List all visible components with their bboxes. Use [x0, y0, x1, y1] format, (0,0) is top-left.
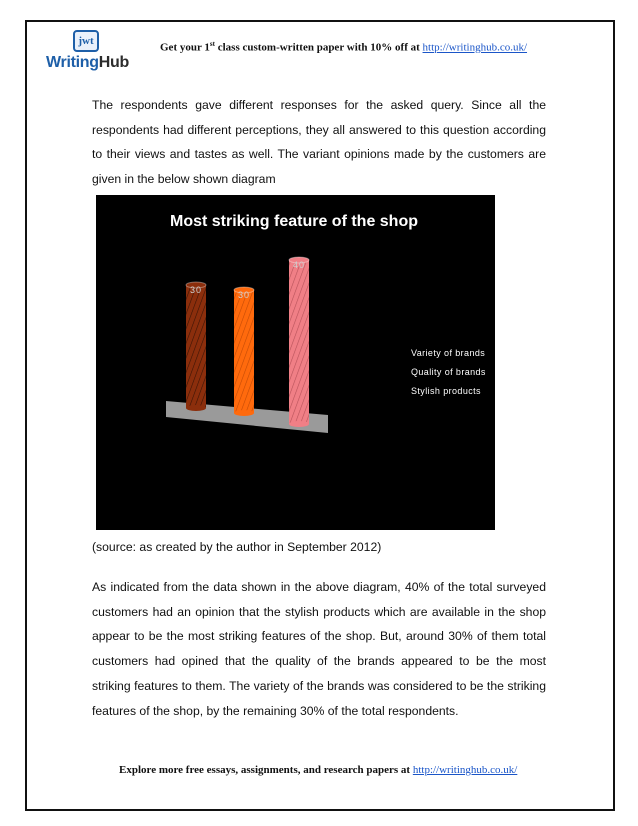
- bar-base-3: [289, 421, 309, 427]
- data-label-3: 40: [292, 260, 306, 270]
- bar-body-2: [234, 290, 254, 413]
- chart-title: Most striking feature of the shop: [169, 213, 419, 230]
- header-link[interactable]: http://writinghub.co.uk/: [422, 41, 528, 54]
- chart-container: [96, 195, 495, 530]
- bar-body-1: [186, 285, 206, 408]
- logo-word-main: Writing: [46, 54, 99, 71]
- header-promo: [160, 40, 527, 54]
- source-note: (source: as created by the author in September 2012): [92, 540, 382, 554]
- legend-item-3: Stylish products: [411, 386, 481, 396]
- legend-item-1: Variety of brands: [411, 348, 486, 358]
- logo-word-accent: Hub: [98, 54, 129, 71]
- bar-2: [234, 287, 254, 416]
- logo-mark-icon: [73, 30, 99, 52]
- bar-body-3: [289, 260, 309, 424]
- logo-mark-text: jwt: [78, 35, 94, 47]
- footer-text: Explore more free essays, assignments, and research papers at: [119, 764, 413, 776]
- data-label-1: 30: [189, 285, 203, 295]
- bar-chart: [96, 195, 495, 530]
- analysis-paragraph: As indicated from the data shown in the above diagram, 40% of the total surveyed customers had an opinion that the stylish products which are available in the shop appear to be the most striking features of the shop. But, around 30% of them total customers had opined that the quality of the brands appeared to be the most striking features to them. The variety of the brands was considered to be the striking features of the shop, by the remaining 30% of the total respondents.: [92, 580, 546, 718]
- data-label-2: 30: [237, 290, 251, 300]
- logo-wordmark: [46, 54, 129, 72]
- bar-3: [289, 257, 309, 427]
- writinghub-logo: [46, 30, 129, 74]
- bar-base-2: [234, 410, 254, 416]
- footer: [119, 764, 517, 776]
- promo-sup: st: [209, 40, 215, 48]
- promo-prefix: Get your 1: [160, 41, 210, 54]
- footer-link[interactable]: http://writinghub.co.uk/: [412, 764, 518, 776]
- intro-paragraph: The respondents gave different responses for the asked query. Since all the respondents had different perceptions, they all answered to this question according to their views and tastes as well. The variant opinions made by the customers are given in the below shown diagram: [92, 98, 546, 187]
- promo-suffix: class custom-written paper with 10% off at: [214, 41, 423, 54]
- bar-1: [186, 282, 206, 411]
- bar-base-1: [186, 405, 206, 411]
- legend-item-2: Quality of brands: [411, 367, 486, 377]
